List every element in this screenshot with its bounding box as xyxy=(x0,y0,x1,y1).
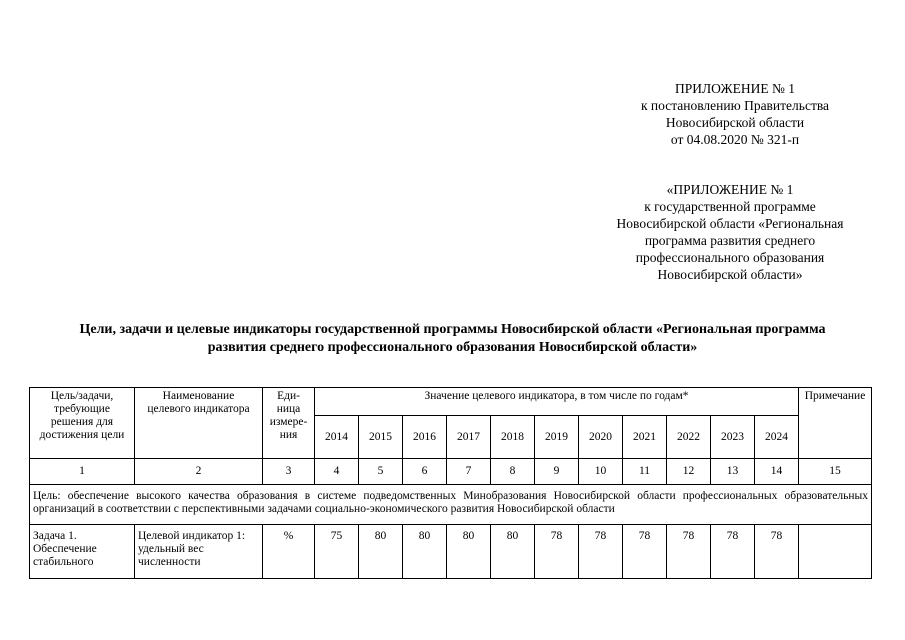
note-cell xyxy=(799,525,872,579)
column-number: 8 xyxy=(491,459,535,485)
header-year: 2023 xyxy=(711,416,755,459)
header-year: 2017 xyxy=(447,416,491,459)
header-year: 2020 xyxy=(579,416,623,459)
column-number: 13 xyxy=(711,459,755,485)
value-cell: 78 xyxy=(623,525,667,579)
column-number: 2 xyxy=(135,459,263,485)
header-note: Примечание xyxy=(799,388,872,459)
approval-block-government-decree xyxy=(600,80,870,148)
approval-block-state-program xyxy=(580,181,880,283)
value-cell: 80 xyxy=(447,525,491,579)
value-cell: 78 xyxy=(535,525,579,579)
column-number: 3 xyxy=(263,459,315,485)
approval-line: от 04.08.2020 № 321-п xyxy=(670,132,800,147)
column-number: 4 xyxy=(315,459,359,485)
approval-line: Новосибирской области xyxy=(665,115,805,130)
header-year: 2024 xyxy=(755,416,799,459)
header-year: 2018 xyxy=(491,416,535,459)
value-cell: 80 xyxy=(359,525,403,579)
approval-line: ПРИЛОЖЕНИЕ № 1 xyxy=(674,81,796,96)
header-values-by-year: Значение целевого индикатора, в том числе по годам* xyxy=(315,388,799,416)
approval-line: программа развития среднего xyxy=(644,233,816,248)
column-number: 6 xyxy=(403,459,447,485)
column-number: 9 xyxy=(535,459,579,485)
approval-line: Новосибирской области» xyxy=(657,267,803,282)
column-number: 10 xyxy=(579,459,623,485)
header-indicator-name: Наименование целевого индикатора xyxy=(135,388,263,459)
task-cell: Задача 1. Обеспечение стабильного xyxy=(30,525,135,579)
value-cell: 78 xyxy=(755,525,799,579)
goal-row xyxy=(30,485,872,525)
value-cell: 80 xyxy=(491,525,535,579)
column-number: 14 xyxy=(755,459,799,485)
indicator-cell: Целевой индикатор 1: удельный вес численности xyxy=(135,525,263,579)
table-header-row xyxy=(30,388,872,416)
table-row xyxy=(30,525,872,579)
approval-line: к государственной программе xyxy=(644,199,816,214)
approval-line: к постановлению Правительства xyxy=(640,98,830,113)
value-cell: 78 xyxy=(711,525,755,579)
goal-text: Цель: обеспечение высокого качества образования в системе подведомственных Минобразования Новосибирской области профессиональных образовательных организаций в соответствии с перспективными задачами социально-экономического развития Новосибирской области xyxy=(30,485,872,525)
header-year: 2022 xyxy=(667,416,711,459)
value-cell: 78 xyxy=(667,525,711,579)
document-title-line: Цели, задачи и целевые индикаторы государственной программы Новосибирской области «Региональная программа xyxy=(79,322,826,337)
document-title-line: развития среднего профессионального образования Новосибирской области» xyxy=(207,340,698,355)
approval-line: Новосибирской области «Региональная xyxy=(616,216,844,231)
header-year: 2015 xyxy=(359,416,403,459)
value-cell: 80 xyxy=(403,525,447,579)
header-year: 2016 xyxy=(403,416,447,459)
value-cell: 75 xyxy=(315,525,359,579)
header-goal-task: Цель/задачи, требующие решения для достижения цели xyxy=(30,388,135,459)
indicators-table xyxy=(29,387,872,579)
column-number: 5 xyxy=(359,459,403,485)
header-year: 2021 xyxy=(623,416,667,459)
header-year: 2019 xyxy=(535,416,579,459)
column-number: 15 xyxy=(799,459,872,485)
column-number: 11 xyxy=(623,459,667,485)
header-year: 2014 xyxy=(315,416,359,459)
document-title xyxy=(20,321,885,357)
unit-cell: % xyxy=(263,525,315,579)
approval-line: «ПРИЛОЖЕНИЕ № 1 xyxy=(666,182,794,197)
header-unit: Еди- ница измере- ния xyxy=(263,388,315,459)
column-number: 12 xyxy=(667,459,711,485)
column-number: 1 xyxy=(30,459,135,485)
column-number-row xyxy=(30,459,872,485)
approval-line: профессионального образования xyxy=(635,250,825,265)
value-cell: 78 xyxy=(579,525,623,579)
column-number: 7 xyxy=(447,459,491,485)
